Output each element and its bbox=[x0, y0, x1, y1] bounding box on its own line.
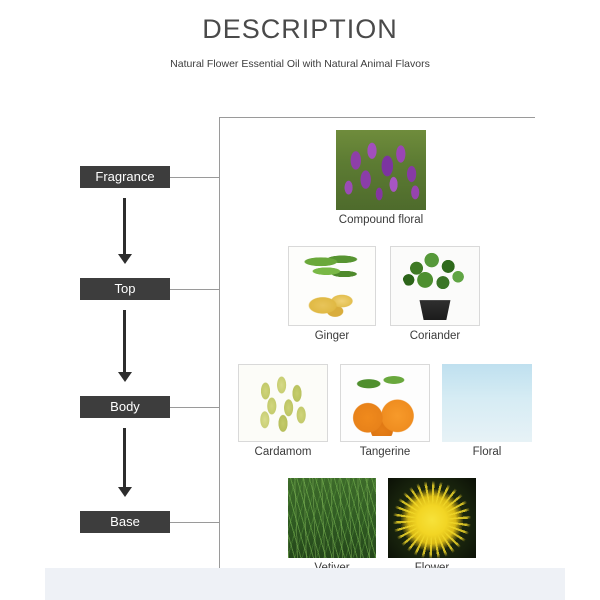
yellow-flower-photo bbox=[388, 478, 476, 558]
down-arrow-icon bbox=[118, 198, 132, 268]
note-caption: Coriander bbox=[409, 330, 461, 342]
bottom-strip bbox=[45, 568, 565, 600]
note-card-floral bbox=[442, 364, 532, 458]
bracket-top-line bbox=[219, 117, 535, 118]
coriander-plant-photo bbox=[390, 246, 480, 326]
stage-label-body: Body bbox=[80, 396, 170, 418]
page-title: DESCRIPTION bbox=[202, 14, 398, 44]
note-card-compound-floral bbox=[336, 130, 426, 226]
connector-line-top bbox=[170, 289, 220, 290]
vetiver-grass-photo bbox=[288, 478, 376, 558]
ginger-root-photo bbox=[288, 246, 376, 326]
down-arrow-icon bbox=[118, 310, 132, 386]
note-caption: Tangerine bbox=[359, 446, 411, 458]
page-subtitle: Natural Flower Essential Oil with Natural Animal Flavors bbox=[170, 58, 430, 70]
note-card-tangerine bbox=[340, 364, 430, 458]
note-caption: Compound floral bbox=[338, 214, 424, 226]
down-arrow-icon bbox=[118, 428, 132, 501]
tangerine-fruit-photo bbox=[340, 364, 430, 442]
connector-line-base bbox=[170, 522, 220, 523]
note-card-vetiver bbox=[288, 478, 376, 558]
note-card-coriander bbox=[390, 246, 480, 342]
connector-line-fragrance bbox=[170, 177, 220, 178]
cardamom-pods-photo bbox=[238, 364, 328, 442]
bracket-vertical-line bbox=[219, 117, 220, 582]
note-card-flower bbox=[388, 478, 476, 558]
note-caption: Ginger bbox=[314, 330, 350, 342]
note-card-cardamom bbox=[238, 364, 328, 458]
lavender-flowers-photo bbox=[336, 130, 426, 210]
note-caption: Cardamom bbox=[254, 446, 312, 458]
connector-line-body bbox=[170, 407, 220, 408]
note-card-ginger bbox=[288, 246, 376, 342]
stage-label-fragrance: Fragrance bbox=[80, 166, 170, 188]
stage-label-base: Base bbox=[80, 511, 170, 533]
note-caption: Floral bbox=[472, 446, 502, 458]
stage-label-top: Top bbox=[80, 278, 170, 300]
lilac-blossom-photo bbox=[442, 364, 532, 442]
